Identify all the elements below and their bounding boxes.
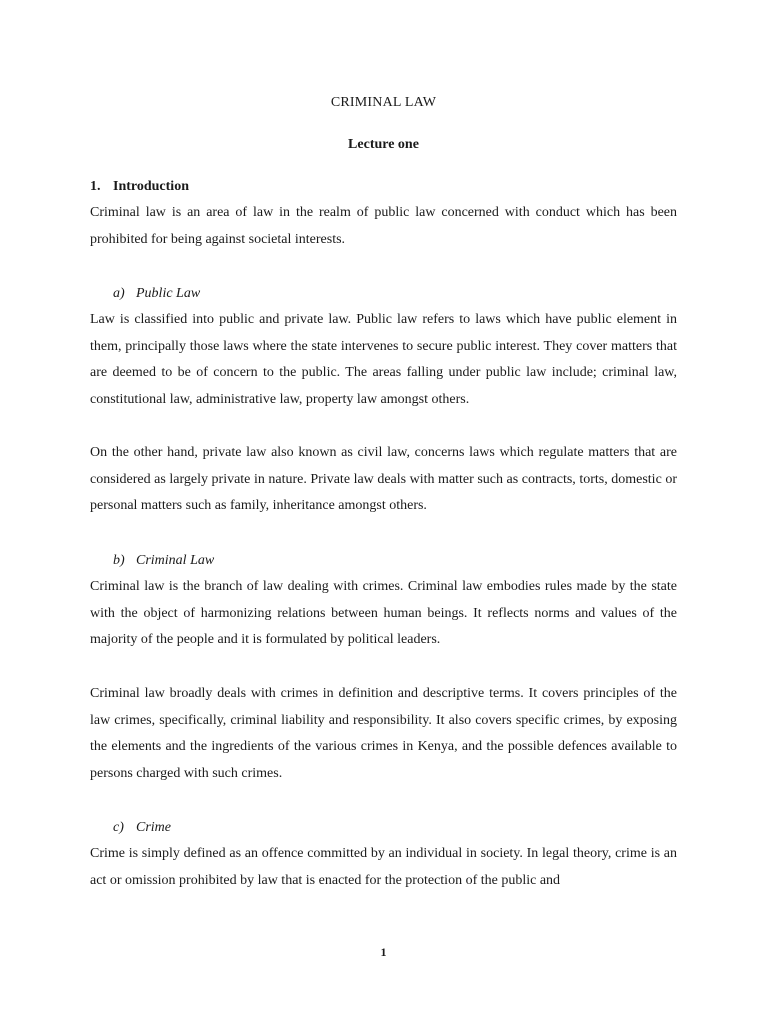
- criminal-law-paragraph-2: Criminal law broadly deals with crimes in definition and descriptive terms. It covers principles of the law crimes, specifically, criminal liability and responsibility. It also covers specific crimes, by exposing the elements and the ingredients of the various crimes in Kenya, and the possible defences available to persons charged with such crimes.: [90, 686, 677, 782]
- section-number: 1.: [90, 179, 101, 194]
- document-title: CRIMINAL LAW: [330, 95, 437, 110]
- section-heading-text: Introduction: [113, 179, 189, 194]
- subsection-heading-criminal-law: [113, 552, 214, 570]
- document-page: [90, 0, 677, 1024]
- subsection-heading-crime: [113, 819, 171, 837]
- subsection-heading-public-law: [113, 285, 200, 303]
- intro-paragraph: Criminal law is an area of law in the realm of public law concerned with conduct which has been prohibited for being against societal interests.: [90, 205, 677, 247]
- document-subtitle: Lecture one: [348, 137, 419, 152]
- subsection-heading-text: Criminal Law: [136, 553, 215, 568]
- subsection-letter: b): [113, 553, 125, 568]
- subsection-heading-text: Public Law: [136, 286, 201, 301]
- public-law-paragraph-2: On the other hand, private law also known as civil law, concerns laws which regulate matters that are considered as largely private in nature. Private law deals with matter such as contracts, torts, domestic or personal matters such as family, inheritance amongst others.: [90, 445, 677, 514]
- section-heading-introduction: [90, 178, 189, 196]
- public-law-paragraph-1: Law is classified into public and private law. Public law refers to laws which have public element in them, principally those laws where the state intervenes to secure public interest. They cover matters that are deemed to be of concern to the public. The areas falling under public law include; criminal law, constitutional law, administrative law, property law amongst others.: [90, 312, 677, 408]
- page-number: 1: [380, 945, 387, 959]
- subsection-letter: a): [113, 286, 125, 301]
- subsection-letter: c): [113, 820, 124, 835]
- subsection-heading-text: Crime: [136, 820, 171, 835]
- criminal-law-paragraph-1: Criminal law is the branch of law dealing with crimes. Criminal law embodies rules made by the state with the object of harmonizing relations between human beings. It reflects norms and values of the majority of the people and it is formulated by political leaders.: [90, 579, 677, 648]
- crime-paragraph-1: Crime is simply defined as an offence committed by an individual in society. In legal theory, crime is an act or omission prohibited by law that is enacted for the protection of the public and: [90, 846, 677, 888]
